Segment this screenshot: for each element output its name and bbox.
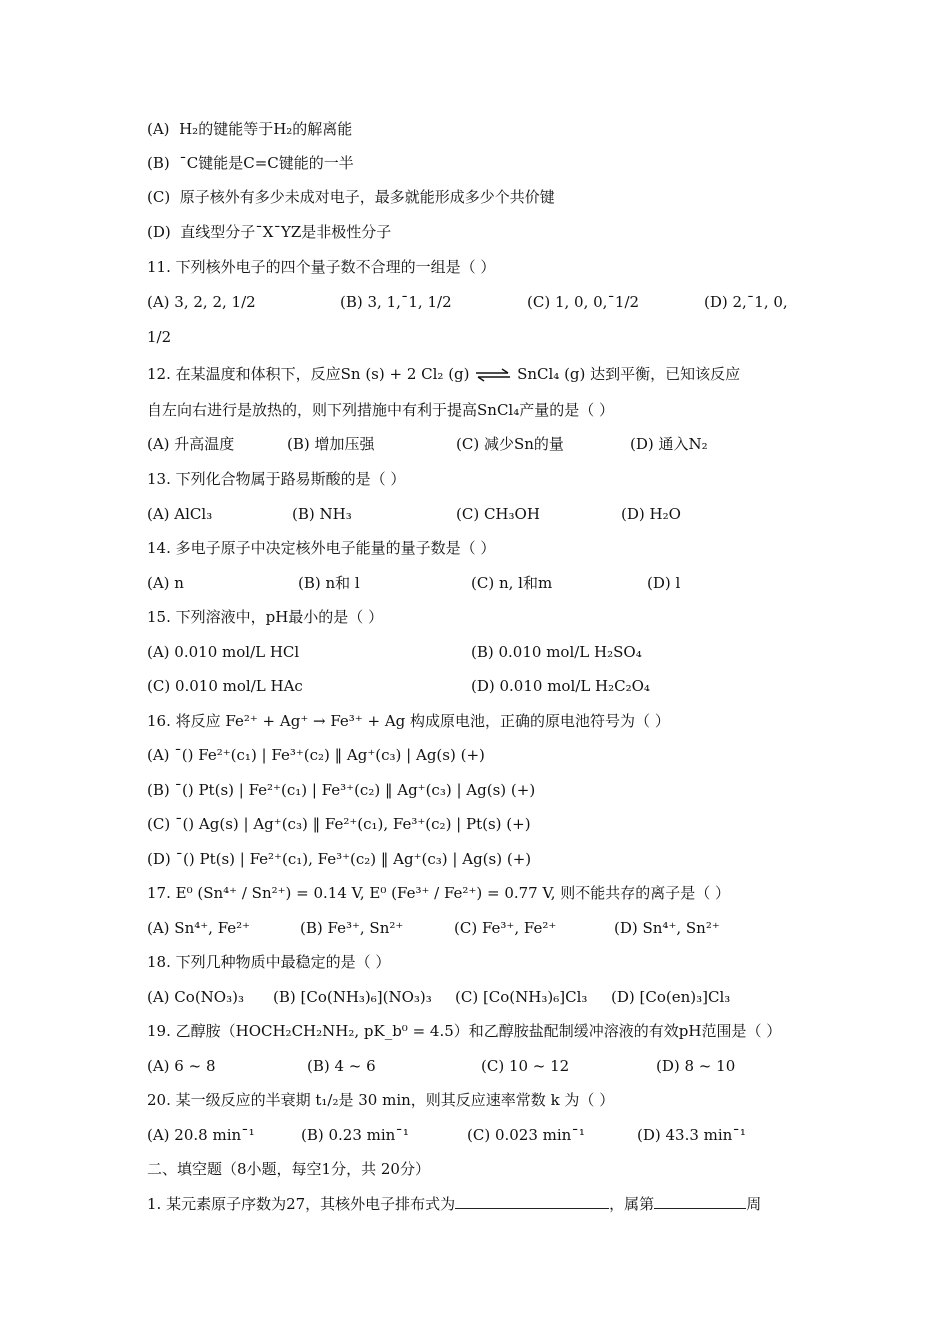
q10-option-a: (A) H₂的键能等于H₂的解离能 [147, 120, 353, 138]
answer-blank-2[interactable] [654, 1194, 746, 1209]
q13-stem: 13. 下列化合物属于路易斯酸的是（ ） [147, 470, 406, 488]
q14-option-b: (B) n和 l [298, 574, 360, 592]
fill1-part-a: 1. 某元素原子序数为27，其核外电子排布式为 [147, 1195, 456, 1213]
q12-option-b: (B) 增加压强 [287, 435, 375, 453]
q17-option-b: (B) Fe³⁺, Sn²⁺ [300, 919, 404, 937]
q11-option-b: (B) 3, 1,ˉ1, 1/2 [340, 293, 452, 311]
q17-option-a: (A) Sn⁴⁺, Fe²⁺ [147, 919, 251, 937]
q13-option-c: (C) CH₃OH [456, 505, 540, 523]
q15-option-d: (D) 0.010 mol/L H₂C₂O₄ [471, 677, 650, 695]
q12-stem-line2: 自左向右进行是放热的，则下列措施中有利于提高SnCl₄产量的是（ ） [147, 401, 614, 419]
q16-option-c: (C) ˉ() Ag(s) | Ag⁺(c₃) ‖ Fe²⁺(c₁), Fe³⁺(c₂) | Pt(s) (+) [147, 815, 531, 833]
q20-option-b: (B) 0.23 minˉ¹ [301, 1126, 409, 1144]
q17-stem: 17. E⁰ (Sn⁴⁺ / Sn²⁺) = 0.14 V, E⁰ (Fe³⁺ / Fe²⁺) = 0.77 V, 则不能共存的离子是（ ） [147, 884, 731, 902]
q12-option-d: (D) 通入N₂ [630, 435, 708, 453]
q18-option-c: (C) [Co(NH₃)₆]Cl₃ [455, 988, 588, 1006]
q16-option-a: (A) ˉ() Fe²⁺(c₁) | Fe³⁺(c₂) ‖ Ag⁺(c₃) | Ag(s) (+) [147, 746, 485, 764]
q13-option-d: (D) H₂O [621, 505, 681, 523]
q19-stem: 19. 乙醇胺（HOCH₂CH₂NH₂, pK_b⁰ = 4.5）和乙醇胺盐配制缓冲溶液的有效pH范围是（ ） [147, 1022, 782, 1040]
q12-stem-part2: SnCl₄ (g) 达到平衡，已知该反应 [517, 365, 741, 383]
q18-option-b: (B) [Co(NH₃)₆](NO₃)₃ [273, 988, 432, 1006]
q12-option-c: (C) 减少Sn的量 [456, 435, 564, 453]
q15-option-b: (B) 0.010 mol/L H₂SO₄ [471, 643, 642, 661]
q20-option-a: (A) 20.8 minˉ¹ [147, 1126, 255, 1144]
q10-option-c: (C) 原子核外有多少未成对电子，最多就能形成多少个共价键 [147, 188, 555, 206]
q19-option-c: (C) 10 ~ 12 [481, 1057, 570, 1075]
q13-option-b: (B) NH₃ [292, 505, 352, 523]
q17-option-c: (C) Fe³⁺, Fe²⁺ [454, 919, 557, 937]
q11-option-d: (D) 2,ˉ1, 0, [704, 293, 788, 311]
q14-option-c: (C) n, l和m [471, 574, 553, 592]
q17-option-d: (D) Sn⁴⁺, Sn²⁺ [614, 919, 720, 937]
answer-blank-1[interactable] [455, 1194, 609, 1209]
q13-option-a: (A) AlCl₃ [147, 505, 213, 523]
q15-option-c: (C) 0.010 mol/L HAc [147, 677, 303, 695]
q12-stem-line1 [147, 364, 740, 384]
q20-stem: 20. 某一级反应的半衰期 t₁/₂是 30 min，则其反应速率常数 k 为（ ） [147, 1091, 615, 1109]
q20-option-c: (C) 0.023 minˉ¹ [467, 1126, 585, 1144]
q14-stem: 14. 多电子原子中决定核外电子能量的量子数是（ ） [147, 539, 496, 557]
q19-option-a: (A) 6 ~ 8 [147, 1057, 216, 1075]
q11-option-a: (A) 3, 2, 2, 1/2 [147, 293, 256, 311]
q16-option-b: (B) ˉ() Pt(s) | Fe²⁺(c₁) | Fe³⁺(c₂) ‖ Ag⁺(c₃) | Ag(s) (+) [147, 781, 536, 799]
q11-stem: 11. 下列核外电子的四个量子数不合理的一组是（ ） [147, 258, 496, 276]
q15-stem: 15. 下列溶液中，pH最小的是（ ） [147, 608, 384, 626]
q18-option-a: (A) Co(NO₃)₃ [147, 988, 244, 1006]
q20-option-d: (D) 43.3 minˉ¹ [637, 1126, 746, 1144]
section-title-fill-in: 二、填空题（8小题，每空1分，共 20分） [147, 1160, 430, 1178]
fill-question-1 [147, 1194, 761, 1214]
q11-option-d-wrap: 1/2 [147, 328, 172, 346]
q10-option-b: (B) ˉC键能是C=C键能的一半 [147, 154, 354, 172]
q14-option-d: (D) l [647, 574, 681, 592]
q16-option-d: (D) ˉ() Pt(s) | Fe²⁺(c₁), Fe³⁺(c₂) ‖ Ag⁺(c₃) | Ag(s) (+) [147, 850, 532, 868]
q16-stem: 16. 将反应 Fe²⁺ + Ag⁺ → Fe³⁺ + Ag 构成原电池，正确的原电池符号为（ ） [147, 712, 670, 730]
q11-option-c: (C) 1, 0, 0,ˉ1/2 [527, 293, 640, 311]
q12-stem-part1: 12. 在某温度和体积下，反应Sn (s) + 2 Cl₂ (g) [147, 365, 470, 383]
fill1-part-b: ，属第 [609, 1195, 655, 1213]
q19-option-d: (D) 8 ~ 10 [656, 1057, 736, 1075]
q18-option-d: (D) [Co(en)₃]Cl₃ [611, 988, 731, 1006]
fill1-part-c: 周 [746, 1195, 762, 1213]
equilibrium-arrow-icon [474, 368, 512, 382]
q10-option-d: (D) 直线型分子ˉXˉYZ是非极性分子 [147, 223, 392, 241]
q15-option-a: (A) 0.010 mol/L HCl [147, 643, 300, 661]
q18-stem: 18. 下列几种物质中最稳定的是（ ） [147, 953, 391, 971]
q12-option-a: (A) 升高温度 [147, 435, 235, 453]
q19-option-b: (B) 4 ~ 6 [307, 1057, 376, 1075]
q14-option-a: (A) n [147, 574, 184, 592]
